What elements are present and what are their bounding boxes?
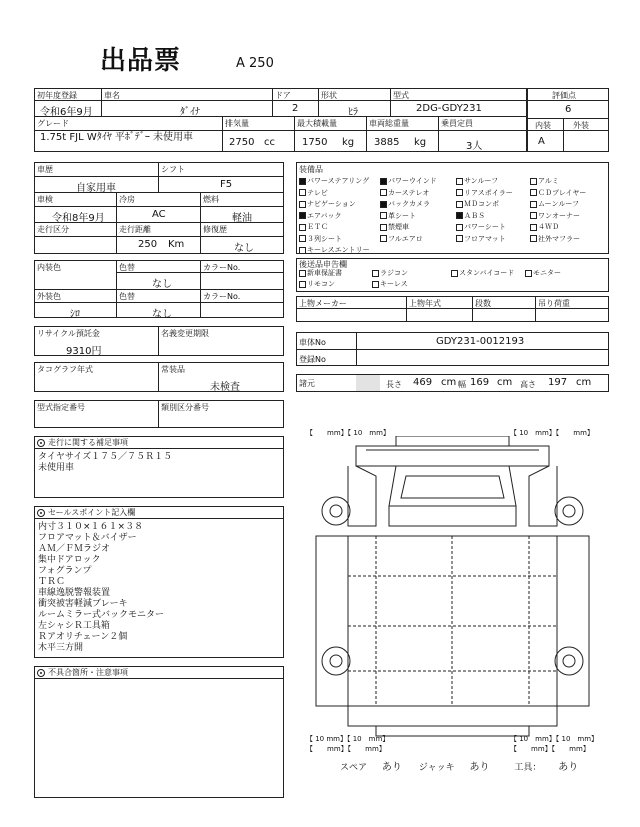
equipment-item-label: エアバック [307, 211, 342, 220]
sales-point-line: 左シャシＲ工具箱 [38, 621, 110, 631]
tire-rear-right-2: 【 mm】【 mm】 [510, 745, 590, 753]
fuel-label: 燃料 [203, 195, 219, 204]
exterior-color-label: 外装色 [37, 292, 61, 301]
docs-item-label: スタンバイコード [459, 269, 515, 277]
tool-value: あり [558, 762, 579, 773]
tacho-label: タコグラフ年式 [37, 365, 93, 374]
unchecked-box-icon [530, 201, 537, 208]
height-unit: cm [576, 377, 592, 388]
run-notes-label: 走行に関する補足事項 [48, 438, 128, 447]
exterior-color-change-value: なし [152, 309, 172, 320]
unchecked-box-icon [299, 189, 306, 196]
spare-value: あり [381, 762, 402, 773]
width-label: 幅 [458, 380, 466, 389]
sales-point-line: 集中ドアロック [38, 555, 101, 565]
equipment-item [456, 176, 498, 186]
docs-item [372, 268, 408, 278]
equipment-item-label: キーレスエントリー [307, 246, 370, 254]
sales-point-line: ルームミラー式バックモニター [38, 610, 165, 620]
name-change-label: 名義変更期限 [161, 329, 209, 338]
unchecked-box-icon [456, 235, 463, 242]
unchecked-box-icon [372, 270, 379, 277]
standard-equipment-value: 未検査 [210, 382, 240, 393]
unchecked-box-icon [530, 224, 537, 231]
equipment-item [299, 199, 356, 209]
jack-label: ジャッキ [418, 763, 455, 773]
run-note-line: 未使用車 [38, 463, 75, 473]
equipment-item-label: フロアマット [464, 234, 506, 243]
equipment-item [380, 234, 423, 244]
equipment-item-label: ムーンルーフ [538, 200, 579, 208]
equipment-item-label: ４ＷＤ [538, 223, 559, 231]
max-load-value: 1750 [302, 137, 328, 148]
fuel-value: 軽油 [232, 213, 252, 224]
unchecked-box-icon [380, 212, 387, 219]
checked-box-icon [299, 178, 306, 185]
unchecked-box-icon [456, 201, 463, 208]
inspection-label: 車検 [37, 195, 53, 204]
unchecked-box-icon [530, 212, 537, 219]
sales-point-line: 衝突被害軽減ブレーキ [38, 599, 128, 609]
equipment-item-label: ＭＤコンポ [464, 200, 499, 208]
equipment-item [380, 188, 429, 198]
eval-label: 評価点 [552, 91, 576, 100]
checked-box-icon [456, 212, 463, 219]
unchecked-box-icon [456, 189, 463, 196]
equipment-item-label: 革シート [388, 211, 416, 220]
name-label: 車名 [104, 91, 120, 100]
equipment-item-label: アルミ [538, 177, 559, 185]
equipment-item-label: カーステレオ [388, 188, 430, 197]
docs-item [299, 279, 335, 289]
interior-color-change-label: 色替 [119, 263, 135, 272]
equipment-item-label: ３列シート [307, 234, 342, 243]
lot-number: A 250 [236, 56, 274, 71]
interior-color-change-value: なし [152, 279, 172, 290]
equipment-item [380, 176, 437, 186]
repair-history-label: 修復歴 [203, 225, 227, 234]
recycle-value: 9310円 [66, 346, 102, 357]
tire-rear-left: 【 10 mm】【 10 mm】 [306, 735, 390, 743]
equipment-item-label: ナビゲーション [307, 200, 356, 208]
bullet-icon [37, 669, 45, 677]
exterior-colorno-label: カラーNo. [203, 292, 241, 301]
model-label: 型式 [393, 91, 409, 100]
length-value: 469 [413, 377, 433, 388]
defect-notes-box [34, 666, 284, 798]
interior-color-label: 内装色 [37, 263, 61, 272]
grade-label: グレード [37, 119, 69, 128]
checked-box-icon [380, 201, 387, 208]
equipment-item [299, 176, 369, 186]
equipment-item [299, 188, 328, 198]
equipment-item [380, 211, 416, 221]
sales-point-line: ＴＲＣ [38, 577, 66, 587]
tire-front-right: 【 10 mm】【 mm】 [510, 429, 594, 437]
displacement-label: 排気量 [225, 119, 249, 128]
equipment-item [456, 188, 513, 198]
unchecked-box-icon [299, 270, 306, 277]
chassis-number-label: 車体No [299, 338, 326, 347]
docs-item [299, 268, 342, 278]
checked-box-icon [299, 212, 306, 219]
bullet-icon [37, 439, 45, 447]
equipment-item-label: ＥＴＣ [307, 223, 328, 231]
sales-points-label: セールスポイント記入欄 [48, 508, 136, 517]
page-title: 出品票 [100, 46, 182, 76]
equipment-item [456, 199, 499, 209]
cargo-year-label: 上物年式 [409, 299, 441, 308]
unchecked-box-icon [456, 178, 463, 185]
docs-item [525, 268, 561, 278]
cargo-maker-label: 上物メーカー [299, 299, 347, 308]
unchecked-box-icon [451, 270, 458, 277]
tools-row [340, 758, 578, 773]
class-number-label: 類別区分番号 [161, 403, 209, 412]
length-label: 長さ [386, 380, 402, 389]
equipment-item-label: 禁煙車 [388, 223, 409, 231]
equipment-item-label: バックカメラ [388, 200, 430, 208]
door-value: 2 [292, 103, 299, 114]
ac-label: 冷房 [119, 195, 135, 204]
grade-value: 1.75t FJL Wﾀｲﾔ 平ﾎﾞﾃﾞｰ 未使用車 [40, 132, 194, 143]
docs-item-label: 新車保証書 [307, 269, 342, 277]
equipment-item [299, 245, 370, 255]
width-unit: cm [497, 377, 513, 388]
equipment-item [530, 188, 586, 198]
ac-value: AC [152, 209, 166, 220]
history-value: 自家用車 [76, 183, 116, 194]
reg-value: 令和6年9月 [40, 107, 93, 118]
unchecked-box-icon [380, 224, 387, 231]
shape-value: ﾋﾗ [348, 107, 358, 118]
jack-value: あり [469, 762, 490, 773]
recycle-label: リサイクル預託金 [37, 329, 100, 338]
gross-weight-value: 3885 [374, 137, 400, 148]
sales-point-line: 車線逸脱警報装置 [38, 588, 111, 598]
history-label: 車歴 [37, 165, 53, 174]
unchecked-box-icon [299, 224, 306, 231]
model-value: 2DG-GDY231 [416, 103, 482, 114]
equipment-item [456, 222, 506, 232]
docs-item-label: リモコン [307, 280, 335, 288]
docs-item-label: ラジコン [380, 269, 408, 277]
docs-item-label: キーレス [380, 280, 408, 288]
docs-item [372, 279, 408, 289]
unchecked-box-icon [299, 235, 306, 242]
name-value: ﾀﾞｲﾅ [180, 107, 200, 118]
equipment-item-label: ワンオーナー [538, 211, 580, 220]
equipment-item [530, 199, 579, 209]
docs-item [451, 268, 514, 278]
equipment-label: 装備品 [299, 165, 323, 174]
height-value: 197 [548, 377, 568, 388]
unchecked-box-icon [456, 224, 463, 231]
repair-history-value: なし [234, 243, 254, 254]
unchecked-box-icon [299, 247, 306, 254]
equipment-item [299, 222, 328, 232]
equipment-item [456, 211, 485, 221]
exterior-label: 外装 [573, 121, 589, 130]
interior-colorno-label: カラーNo. [203, 263, 241, 272]
displacement-value: 2750 [229, 137, 255, 148]
defect-notes-label: 不具合箇所・注意事項 [48, 668, 128, 677]
equipment-item [530, 234, 580, 244]
sales-point-line: フォグランプ [38, 566, 92, 576]
height-label: 高さ [520, 380, 536, 389]
sales-point-line: 木平三方開 [38, 643, 84, 653]
docs-item-label: モニター [533, 269, 561, 277]
seats-label: 乗員定員 [441, 119, 473, 128]
bullet-icon [37, 509, 45, 517]
equipment-item [456, 234, 506, 244]
distance-category-label: 走行区分 [37, 225, 69, 234]
distance-unit: Km [168, 239, 185, 250]
inspection-value: 令和8年9月 [52, 213, 105, 224]
distance-label: 走行距離 [119, 225, 151, 234]
displacement-unit: cc [264, 137, 275, 148]
equipment-item [299, 211, 341, 221]
max-load-label: 最大積載量 [297, 119, 337, 128]
equipment-item [530, 176, 559, 186]
truck-damage-diagram [296, 436, 609, 748]
unchecked-box-icon [380, 235, 387, 242]
checked-box-icon [380, 178, 387, 185]
equipment-item [299, 234, 342, 244]
unchecked-box-icon [530, 178, 537, 185]
tire-rear-left-2: 【 mm】【 mm】 [306, 745, 386, 753]
dimensions-label: 諸元 [299, 379, 315, 388]
width-value: 169 [470, 377, 490, 388]
tire-front-left: 【 mm】【 10 mm】 [306, 429, 390, 437]
cargo-stage-label: 段数 [475, 299, 491, 308]
equipment-item [530, 222, 559, 232]
spare-label: スペア [340, 763, 368, 773]
shift-value: F5 [220, 179, 233, 190]
eval-value: 6 [565, 104, 572, 115]
gross-weight-label: 車両総重量 [369, 119, 409, 128]
length-unit: cm [441, 377, 457, 388]
equipment-item-label: ＡＢＳ [464, 211, 485, 220]
sales-points-content [38, 522, 164, 654]
seats-value: 3人 [466, 141, 483, 152]
equipment-item [380, 222, 409, 232]
chassis-number-value: GDY231-0012193 [436, 336, 525, 347]
tool-label: 工具： [514, 763, 542, 773]
unchecked-box-icon [372, 281, 379, 288]
equipment-item-label: パワーウインド [388, 177, 437, 185]
shift-label: シフト [161, 165, 185, 174]
cargo-hang-label: 吊り荷重 [538, 299, 570, 308]
equipment-item-label: テレビ [307, 188, 328, 197]
run-notes-content [38, 452, 172, 474]
distance-value: 250 [138, 239, 158, 250]
registration-number-label: 登録No [299, 355, 326, 364]
reg-label: 初年度登録 [37, 91, 77, 100]
equipment-item-label: パワーシート [464, 223, 506, 231]
sales-point-line: 内寸３１０×１６１×３８ [38, 522, 144, 532]
equipment-item [380, 199, 430, 209]
equipment-item-label: リアスポイラー [464, 188, 513, 197]
unchecked-box-icon [299, 201, 306, 208]
gross-weight-unit: kg [414, 137, 427, 148]
interior-value: A [538, 136, 545, 147]
equipment-item-label: ＣＤプレイヤー [538, 188, 587, 197]
equipment-item-label: フルエアロ [388, 234, 423, 243]
equipment-item-label: サンルーフ [464, 177, 499, 185]
exterior-color-value: ｼﾛ [70, 309, 80, 320]
interior-label: 内装 [535, 121, 551, 130]
unchecked-box-icon [380, 189, 387, 196]
unchecked-box-icon [530, 189, 537, 196]
tire-rear-right: 【 10 mm】【 10 mm】 [510, 735, 599, 743]
door-label: ドア [275, 91, 291, 100]
type-number-label: 型式指定番号 [37, 403, 85, 412]
shape-label: 形状 [321, 91, 337, 100]
exterior-color-change-label: 色替 [119, 292, 135, 301]
run-note-line: タイヤサイズ１７５／７５Ｒ１５ [38, 452, 173, 462]
unchecked-box-icon [530, 235, 537, 242]
standard-equipment-label: 常装品 [161, 365, 185, 374]
equipment-item-label: パワーステアリング [307, 177, 370, 185]
sales-point-line: フロアマット＆バイザー [38, 533, 137, 543]
equipment-item-label: 社外マフラー [538, 234, 580, 243]
docs-label: 後送品申告欄 [299, 260, 347, 269]
max-load-unit: kg [342, 137, 355, 148]
sales-point-line: ＡＭ／ＦＭラジオ [38, 544, 111, 554]
unchecked-box-icon [299, 281, 306, 288]
sales-point-line: Ｒアオリチェーン２個 [38, 632, 128, 642]
unchecked-box-icon [525, 270, 532, 277]
equipment-item [530, 211, 580, 221]
